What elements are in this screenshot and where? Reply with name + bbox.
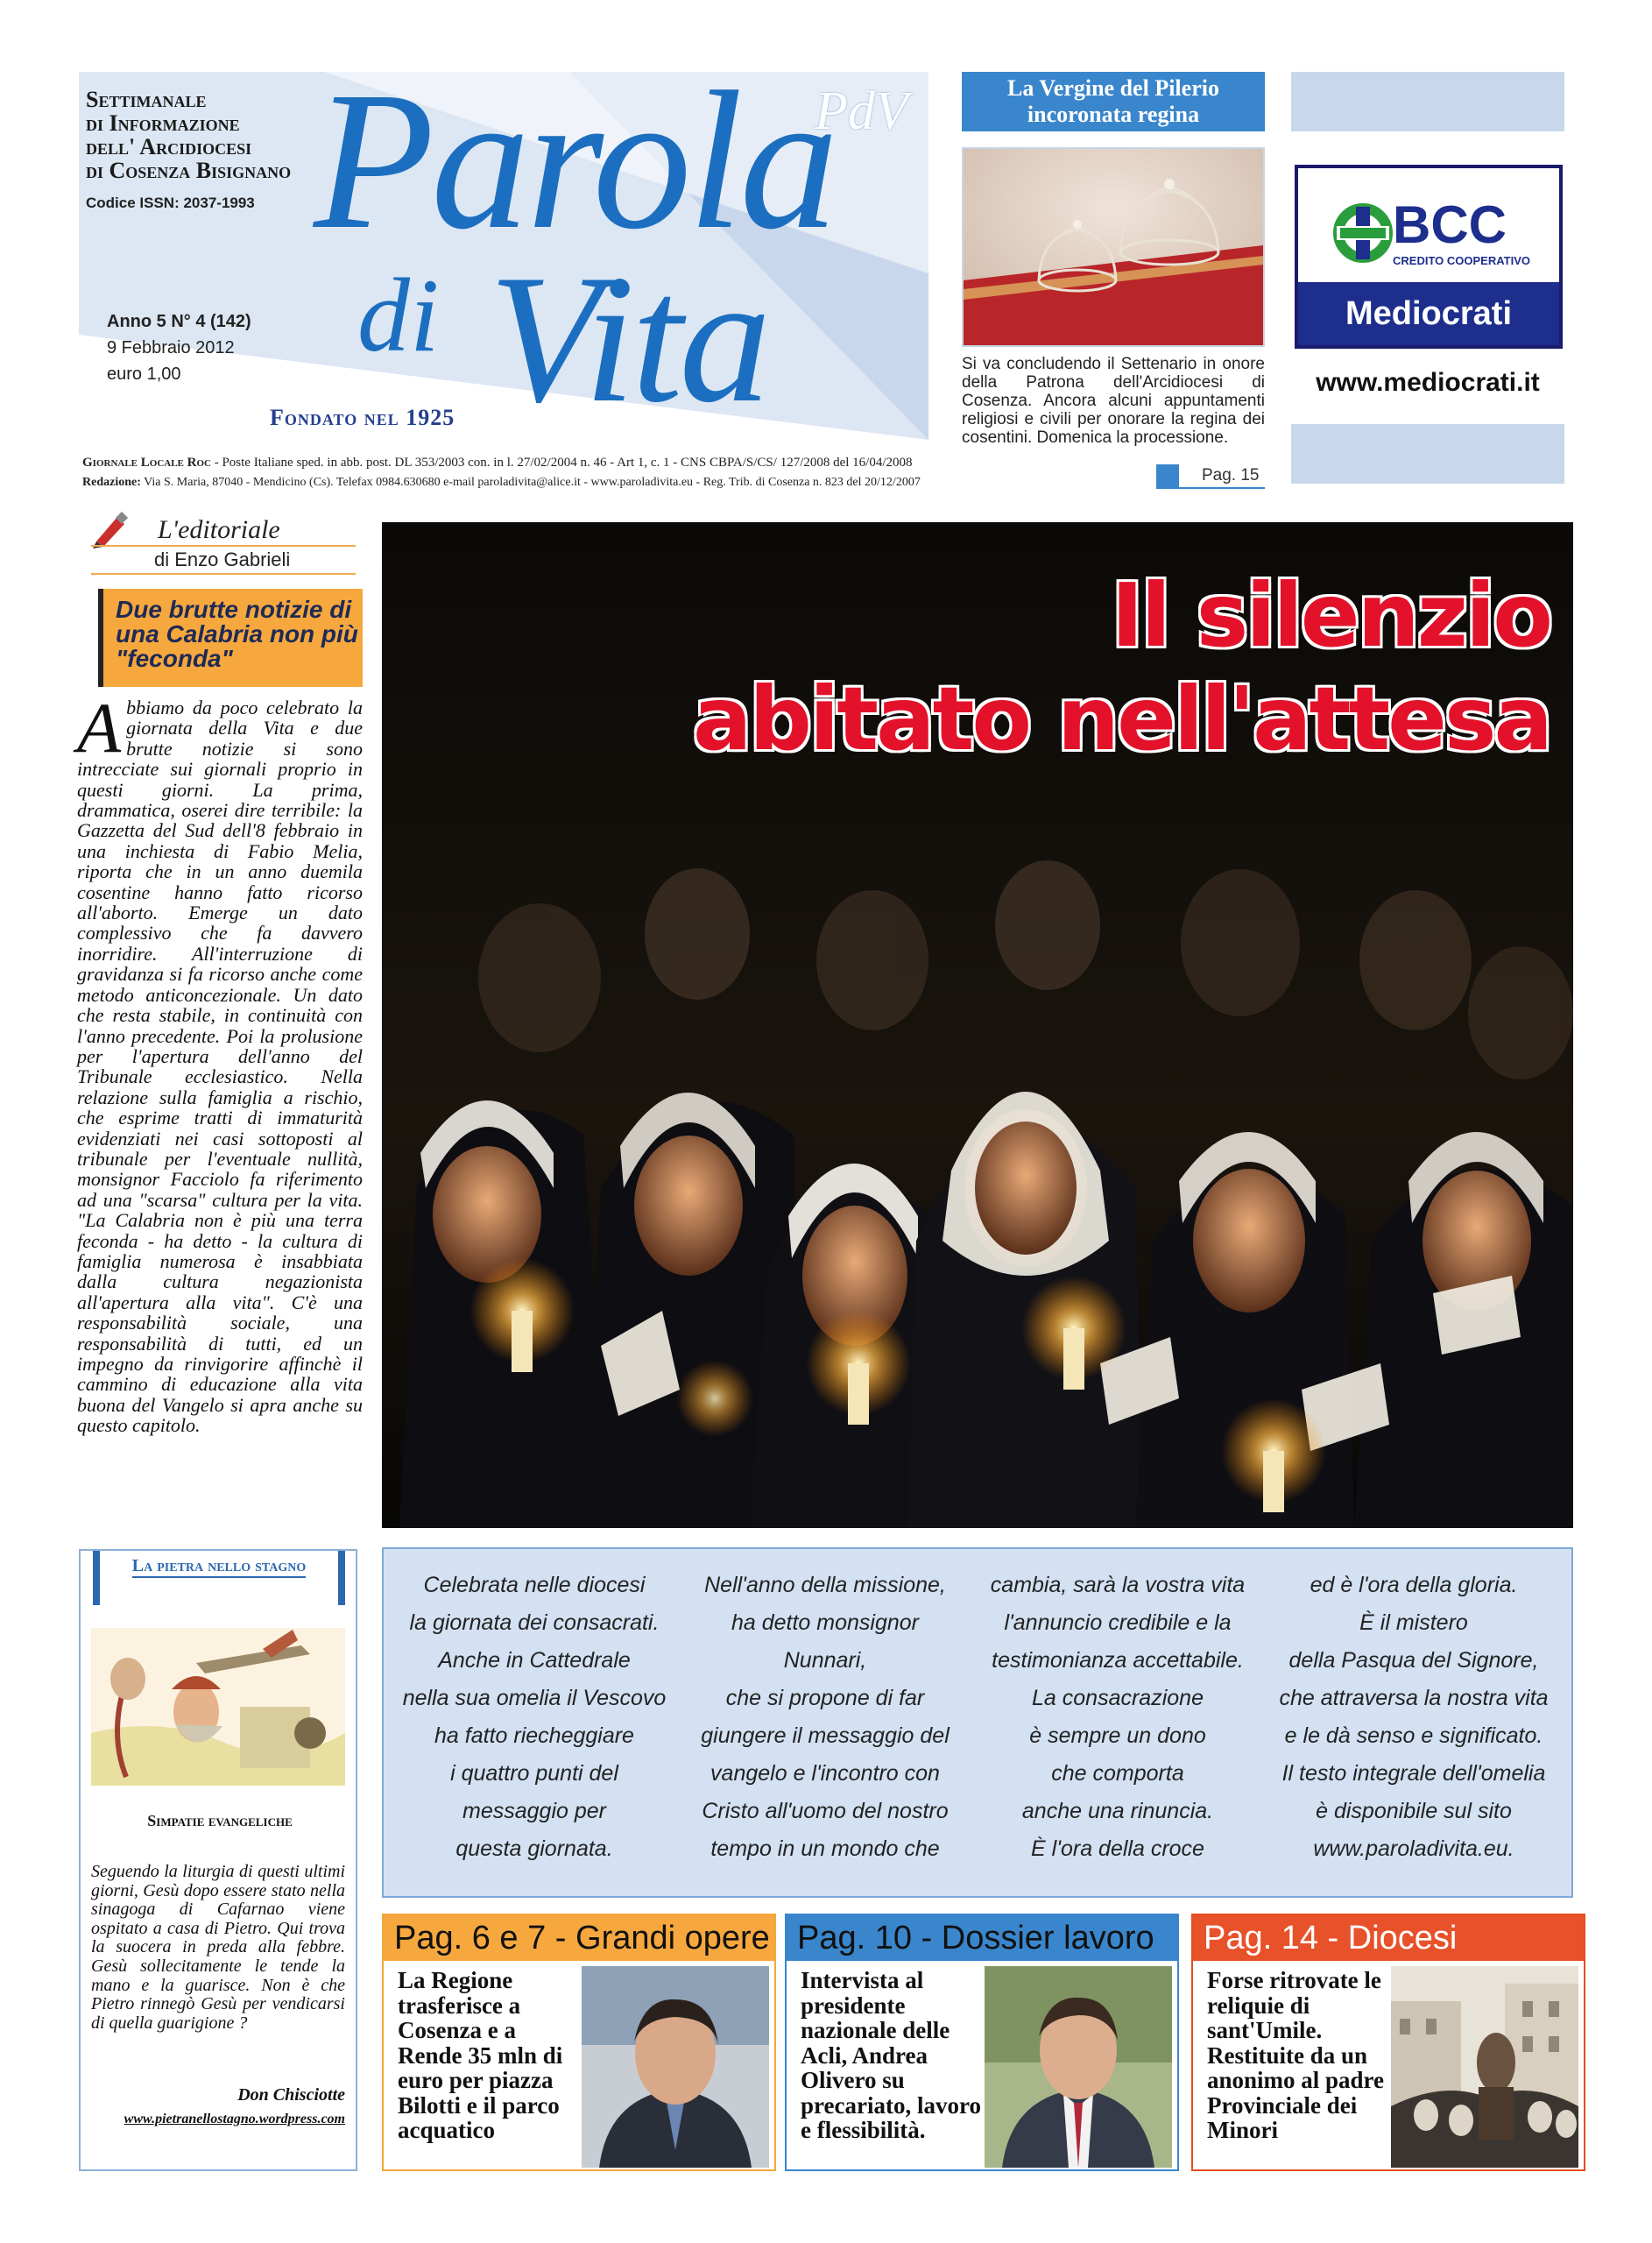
issue-number: Anno 5 N° 4 (142) xyxy=(107,312,251,331)
summary-line: È il mistero xyxy=(1359,1610,1468,1635)
summary-line: Cristo all'uomo del nostro xyxy=(702,1799,949,1823)
procession-photo xyxy=(1391,1966,1578,2168)
summary-line: Celebrata nelle diocesi xyxy=(423,1573,646,1597)
teaser-box-dossier-lavoro[interactable] xyxy=(785,1914,1179,2171)
main-headline-line-2[interactable]: abitato nell'attesa xyxy=(692,668,1550,770)
summary-column-1 xyxy=(396,1567,673,1868)
editorial-rule-2 xyxy=(91,573,356,575)
ad-brand-sub: CREDITO COOPERATIVO xyxy=(1393,254,1530,267)
main-headline-line-1[interactable]: Il silenzio xyxy=(1111,564,1550,667)
don-quixote-illustration xyxy=(91,1628,345,1786)
masthead-subtitle: Settimanale di Informazione dell' Arcidiocesi di Cosenza Bisignano xyxy=(86,87,292,183)
summary-line: che attraversa la nostra vita xyxy=(1279,1686,1549,1710)
teaser-box-text: Forse ritrovate le reliquie di sant'Umile. Restituite da un anonimo al padre Provinciale dei Minori xyxy=(1207,1967,1385,2143)
summary-line: i quattro punti del xyxy=(450,1761,618,1786)
page-marker-icon xyxy=(1156,464,1179,487)
teaser-text: Si va concludendo il Settenario in onore della Patrona dell'Arcidiocesi di Cosenza. Ancora alcuni appuntamenti religiosi e civili per onorare la regina dei cosentini. Domenica la processione. xyxy=(962,355,1265,447)
teaser-box-header: Pag. 6 e 7 - Grandi opere xyxy=(384,1915,774,1961)
summary-line: della Pasqua del Signore, xyxy=(1288,1648,1539,1673)
masthead xyxy=(79,72,928,440)
summary-line: www.paroladivita.eu. xyxy=(1313,1836,1514,1861)
homily-summary xyxy=(382,1547,1573,1898)
summary-line: Nell'anno della missione, xyxy=(704,1573,946,1597)
pietra-caption: Simpatie evangeliche xyxy=(147,1812,293,1829)
legal-line-2 xyxy=(82,476,932,490)
summary-line: Il testo integrale dell'omelia xyxy=(1281,1761,1546,1786)
pietra-url[interactable]: www.pietranellostagno.wordpress.com xyxy=(124,2112,345,2126)
editorial-title[interactable]: Due brutte notizie di una Calabria non più "feconda" xyxy=(98,589,363,687)
summary-line: Anche in Cattedrale xyxy=(438,1648,631,1673)
legal-label-2: Redazione: xyxy=(82,476,141,489)
summary-line: tempo in un mondo che xyxy=(710,1836,940,1861)
summary-line: la giornata dei consacrati. xyxy=(409,1610,660,1635)
summary-line: nella sua omelia il Vescovo xyxy=(402,1686,667,1710)
ad-bottom-strip xyxy=(1291,424,1564,484)
summary-line: e le dà senso e significato. xyxy=(1284,1723,1543,1748)
politician-portrait xyxy=(582,1966,769,2168)
editorial-body xyxy=(77,688,363,1437)
summary-line: messaggio per xyxy=(462,1799,606,1823)
teaser-box-text: Intervista al presidente nazionale delle Acli, Andrea Olivero su precariato, lavoro e flessibilità. xyxy=(801,1967,981,2143)
editorial-rule xyxy=(91,545,356,547)
summary-line: È l'ora della croce xyxy=(1031,1836,1204,1861)
summary-line: La consacrazione xyxy=(1032,1686,1204,1710)
summary-line: Nunnari, xyxy=(783,1648,867,1673)
pietra-author: Don Chisciotte xyxy=(237,2085,345,2105)
teaser-box-text: La Regione trasferisce a Cosenza e a Rende 35 mln di euro per piazza Bilotti e il parco acquatico xyxy=(398,1967,563,2143)
teaser-box-diocesi[interactable] xyxy=(1191,1914,1585,2171)
issue-info xyxy=(107,308,251,387)
bcc-advertisement[interactable] xyxy=(1295,165,1563,349)
issue-date: 9 Febbraio 2012 xyxy=(107,338,235,357)
summary-line: anche una rinuncia. xyxy=(1021,1799,1214,1823)
legal-label-1: Giornale Locale Roc xyxy=(82,456,211,470)
ad-top-strip xyxy=(1291,72,1564,131)
summary-line: è disponibile sul sito xyxy=(1316,1799,1512,1823)
summary-line: testimonianza accettabile. xyxy=(992,1648,1244,1673)
logo-mark: PdV xyxy=(815,81,908,141)
teaser-page-label: Pag. 15 xyxy=(1202,466,1260,485)
pen-icon xyxy=(91,510,130,548)
summary-column-2 xyxy=(687,1567,964,1868)
pietra-tab xyxy=(93,1551,345,1605)
logo-word-parola: Parola xyxy=(314,72,836,270)
editorial-label: L'editoriale xyxy=(158,515,280,544)
summary-column-3 xyxy=(979,1567,1256,1868)
editorial-text: bbiamo da poco celebrato la giornata della Vita e due brutte notizie si sono intrecciate sui giornali proprio in questi giorni. La prima, drammatica, oserei dire terribile: la Gazzetta del Sud dell'8 febbraio in una inchiesta di Fabio Melia, riporta che in un anno duemila cosentine hanno fatto ricorso all'aborto. Emerge un dato complessivo che fa davvero inorridire. All'interruzione di gravidanza si fa ricorso anche come metodo anticoncezionale. Un dato che resta stabile, in continuità con l'anno precedente. Poi la prolusione per l'apertura dell'anno del Tribunale ecclesiastico. Nella relazione sulla famiglia a rischio, che esprime tratti di immaturità evidenziati nei casi sottoposti al tribunale per l'eventuale nullità, monsignor Facciolo fa riferimento ad una "scarsa" cultura per la vita. "La Calabria non è più una terra feconda - ha detto - la cultura di famiglia numerosa è insabbiata dalla cultura negazionista all'apertura alla vita". C'è una responsabilità sociale, una responsabilità di tutti, ed un impegno da rinvigorire affinchè il cammino di educazione alla vita buona del Vangelo si apra anche su questo capitolo. xyxy=(77,697,363,1437)
teaser-box-header: Pag. 14 - Diocesi xyxy=(1193,1915,1584,1961)
ad-brand: BCC xyxy=(1393,195,1507,254)
summary-line: giungere il messaggio del xyxy=(701,1723,950,1748)
summary-line: che comporta xyxy=(1051,1761,1184,1786)
legal-text-2: Via S. Maria, 87040 - Mendicino (Cs). Telefax 0984.630680 e-mail paroladivita@alice.it - www.paroladivita.eu - Reg. Trib. di Cosenza n. 823 del 20/12/2007 xyxy=(140,476,921,489)
teaser-box-header: Pag. 10 - Dossier lavoro xyxy=(787,1915,1177,1961)
ad-name: Mediocrati xyxy=(1298,282,1559,345)
summary-line: cambia, sarà la vostra vita xyxy=(990,1573,1246,1597)
summary-line: vangelo e l'incontro con xyxy=(710,1761,940,1786)
summary-column-4 xyxy=(1275,1567,1552,1868)
pietra-column xyxy=(79,1549,357,2171)
ad-url[interactable]: www.mediocrati.it xyxy=(1316,368,1540,397)
summary-line: è sempre un dono xyxy=(1029,1723,1206,1748)
summary-line: questa giornata. xyxy=(455,1836,613,1861)
main-photo[interactable] xyxy=(382,522,1573,1528)
logo-word-vita: Vita xyxy=(489,237,768,440)
summary-line: l'annuncio credibile e la xyxy=(1004,1610,1232,1635)
teaser-page-ref[interactable] xyxy=(1156,464,1265,489)
logo-word-di: di xyxy=(357,257,440,373)
founded-label: Fondato nel 1925 xyxy=(270,405,455,430)
teaser-box-grandi-opere[interactable] xyxy=(382,1914,776,2171)
issue-price: euro 1,00 xyxy=(107,364,181,384)
editorial-author: di Enzo Gabrieli xyxy=(154,548,291,570)
crowns-illustration xyxy=(964,149,1263,345)
olivero-portrait xyxy=(985,1966,1172,2168)
editorial-drop-cap: A xyxy=(77,688,122,768)
crowns-photo[interactable] xyxy=(962,147,1265,347)
pietra-tab-label: La pietra nello stagno xyxy=(132,1556,306,1578)
issn-code: Codice ISSN: 2037-1993 xyxy=(86,195,255,211)
summary-line: ed è l'ora della gloria. xyxy=(1310,1573,1518,1597)
summary-line: che si propone di far xyxy=(725,1686,925,1710)
legal-text-1: - Poste Italiane sped. in abb. post. DL 353/2003 con. in l. 27/02/2004 n. 46 - Art 1, c. 1 - CNS CBPA/S/CS/ 127/2008 del 16/04/2008 xyxy=(210,456,913,470)
pietra-body: Seguendo la liturgia di questi ultimi giorni, Gesù dopo essere stato nella sinagoga di Cafarnao viene ospitato a casa di Pietro. Qui trova la suocera in preda alla febbre. Gesù sollecitamente le tende la mano e la guarisce. Non è che Pietro rinnegò Gesù per vendicarsi di quella guarigione ? xyxy=(91,1862,345,2033)
teaser-title[interactable]: La Vergine del Pilerio incoronata regina xyxy=(962,72,1265,131)
summary-line: ha detto monsignor xyxy=(731,1610,920,1635)
legal-line-1 xyxy=(82,456,932,471)
summary-line: ha fatto riecheggiare xyxy=(434,1723,634,1748)
